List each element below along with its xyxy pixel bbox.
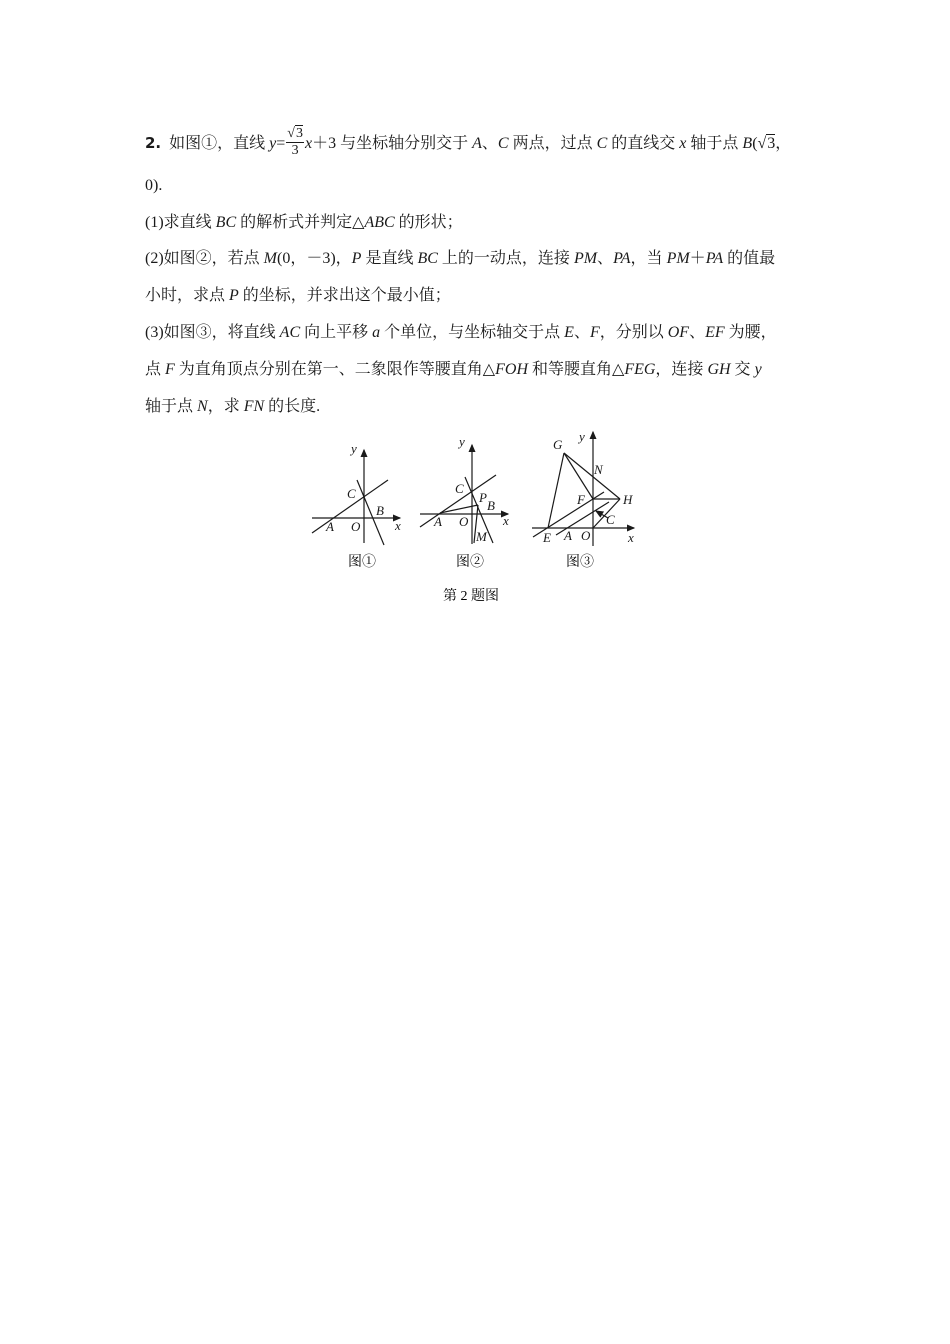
svg-text:A: A — [434, 514, 442, 529]
svg-text:C: C — [347, 486, 356, 501]
svg-text:C: C — [455, 481, 464, 496]
figure-1-caption: 图① — [348, 555, 376, 570]
svg-text:M: M — [476, 529, 487, 544]
problem-intro-line-2: 0). — [145, 177, 163, 194]
svg-text:x: x — [503, 513, 509, 528]
svg-text:x: x — [628, 530, 634, 545]
question-3-line-2: 点 F 为直角顶点分别在第一、二象限作等腰直角△FOH 和等腰直角△FEG，连接 GH 交 y — [145, 361, 762, 378]
figure-group-caption: 第 2 题图 — [443, 589, 499, 604]
svg-text:N: N — [594, 462, 603, 477]
figure-2 — [420, 445, 508, 544]
svg-text:y: y — [351, 441, 357, 456]
figure-3-caption: 图③ — [566, 555, 594, 570]
svg-text:x: x — [395, 518, 401, 533]
svg-text:P: P — [479, 490, 487, 505]
svg-text:E: E — [543, 530, 551, 545]
svg-text:O: O — [581, 528, 591, 543]
problem-number: 2. — [145, 134, 162, 153]
problem-intro-line-1: 2. 如图①，直线 y= $\frac{√3}{3}$ x＋3 与坐标轴分别交于 A、C 两点，过点 C 的直线交 x 轴于点 B(√3， — [145, 126, 792, 158]
figure-2-caption: 图② — [456, 555, 484, 570]
svg-text:H: H — [623, 492, 633, 507]
question-2-line-1: (2)如图②，若点 M(0，－3)，P 是直线 BC 上的一动点，连接 PM、PA，当 PM＋PA 的值最 — [145, 250, 776, 267]
svg-text:F: F — [577, 492, 585, 507]
svg-text:B: B — [376, 503, 384, 518]
svg-text:O: O — [351, 519, 361, 534]
svg-text:O: O — [459, 514, 469, 529]
svg-text:y: y — [579, 429, 585, 444]
svg-text:G: G — [553, 437, 563, 452]
figure-1-labels — [325, 441, 401, 534]
svg-text:B: B — [487, 498, 495, 513]
question-3-line-3: 轴于点 N，求 FN 的长度. — [145, 398, 321, 415]
figure-2-labels — [433, 434, 509, 544]
fraction-sqrt3-over-3: $\frac{√3}{3}$ — [287, 126, 303, 158]
svg-text:A: A — [564, 528, 572, 543]
svg-text:A: A — [326, 519, 334, 534]
question-3-line-1: (3)如图③，将直线 AC 向上平移 a 个单位，与坐标轴交于点 E、F，分别以 OF、EF 为腰， — [145, 324, 777, 341]
figures-svg — [0, 0, 950, 620]
question-2-line-2: 小时，求点 P 的坐标，并求出这个最小值； — [145, 287, 451, 304]
svg-text:y: y — [459, 434, 465, 449]
svg-text:C: C — [606, 512, 615, 527]
question-1: (1)求直线 BC 的解析式并判定△ABC 的形状； — [145, 214, 463, 231]
